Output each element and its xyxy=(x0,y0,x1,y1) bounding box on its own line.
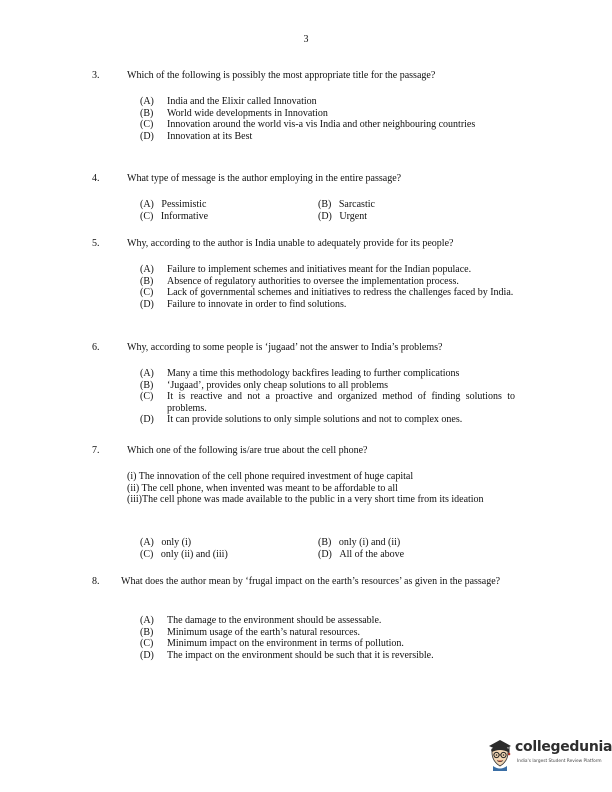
question-text: Why, according to some people is ‘jugaad’ not the answer to India’s problems? xyxy=(127,342,443,353)
option-a: (A) India and the Elixir called Innovation xyxy=(140,96,317,107)
option-b: (B) Absence of regulatory authorities to oversee the implementation process. xyxy=(140,275,459,287)
option-c: (C) Minimum impact on the environment in terms of pollution. xyxy=(140,638,404,650)
option-c: (C) Informative xyxy=(140,211,209,222)
option-c: (C) Innovation around the world vis-a vis India and other neighbouring countries xyxy=(140,119,476,131)
option-a: (A) Failure to implement schemes and initiatives meant for the Indian populace. xyxy=(140,264,472,275)
option-a: (A) The damage to the environment should be assessable. xyxy=(140,615,382,626)
question-text: Why, according to the author is India unable to adequately provide for its people? xyxy=(127,238,454,249)
statement-iii: (iii)The cell phone was made available to the public in a very short time from its ideation xyxy=(127,494,484,506)
option-d: (D) All of the above xyxy=(318,549,405,560)
option-a: (A) Many a time this methodology backfires leading to further complications xyxy=(140,368,460,379)
option-b: (B) ‘Jugaad’, provides only cheap solutions to all problems xyxy=(140,379,389,391)
brand-tagline: India's largest Student Review Platform xyxy=(517,759,602,764)
brand-name: collegedunia xyxy=(515,739,612,755)
student-mascot-icon xyxy=(487,737,513,771)
question-text: Which one of the following is/are true about the cell phone? xyxy=(127,445,368,456)
question-number: 7. xyxy=(92,445,100,456)
collegedunia-logo xyxy=(487,735,612,777)
option-a: (A) only (i) xyxy=(140,537,192,548)
option-list xyxy=(140,264,515,310)
option-b: (B) Minimum usage of the earth’s natural resources. xyxy=(140,626,360,638)
option-list xyxy=(140,368,515,426)
question-number: 3. xyxy=(92,70,100,81)
option-list xyxy=(140,615,515,661)
question-text: What does the author mean by ‘frugal impact on the earth’s resources’ as given in the passage? xyxy=(121,576,501,587)
option-d: (D) It can provide solutions to only simple solutions and not to complex ones. xyxy=(140,414,463,426)
question-number: 8. xyxy=(92,576,100,587)
option-d: (D) Urgent xyxy=(318,211,367,222)
option-b: (B) only (i) and (ii) xyxy=(318,537,401,548)
option-a: (A) Pessimistic xyxy=(140,199,207,210)
question-text: What type of message is the author employing in the entire passage? xyxy=(127,173,402,184)
statement-i: (i) The innovation of the cell phone required investment of huge capital xyxy=(127,471,414,482)
option-c: (C) Lack of governmental schemes and initiatives to redress the challenges faced by India. xyxy=(140,287,514,299)
question-number: 4. xyxy=(92,173,100,184)
option-b: (B) Sarcastic xyxy=(318,199,375,210)
option-grid xyxy=(140,537,460,561)
option-list xyxy=(140,96,515,142)
question-number: 6. xyxy=(92,342,100,353)
statement-ii: (ii) The cell phone, when invented was meant to be affordable to all xyxy=(127,482,398,494)
question-text: Which of the following is possibly the most appropriate title for the passage? xyxy=(127,70,436,81)
question-number: 5. xyxy=(92,238,100,249)
option-d: (D) The impact on the environment should be such that it is reversible. xyxy=(140,649,434,661)
page-number: 3 xyxy=(303,34,309,45)
option-grid xyxy=(140,199,460,223)
option-d: (D) Innovation at its Best xyxy=(140,130,253,142)
option-b: (B) World wide developments in Innovation xyxy=(140,107,328,119)
statement-list xyxy=(127,471,497,506)
option-c: (C) only (ii) and (iii) xyxy=(140,549,228,560)
option-d: (D) Failure to innovate in order to find solutions. xyxy=(140,298,347,310)
option-c: (C) It is reactive and not a proactive and organized method of finding solutions to problems. xyxy=(140,391,515,414)
